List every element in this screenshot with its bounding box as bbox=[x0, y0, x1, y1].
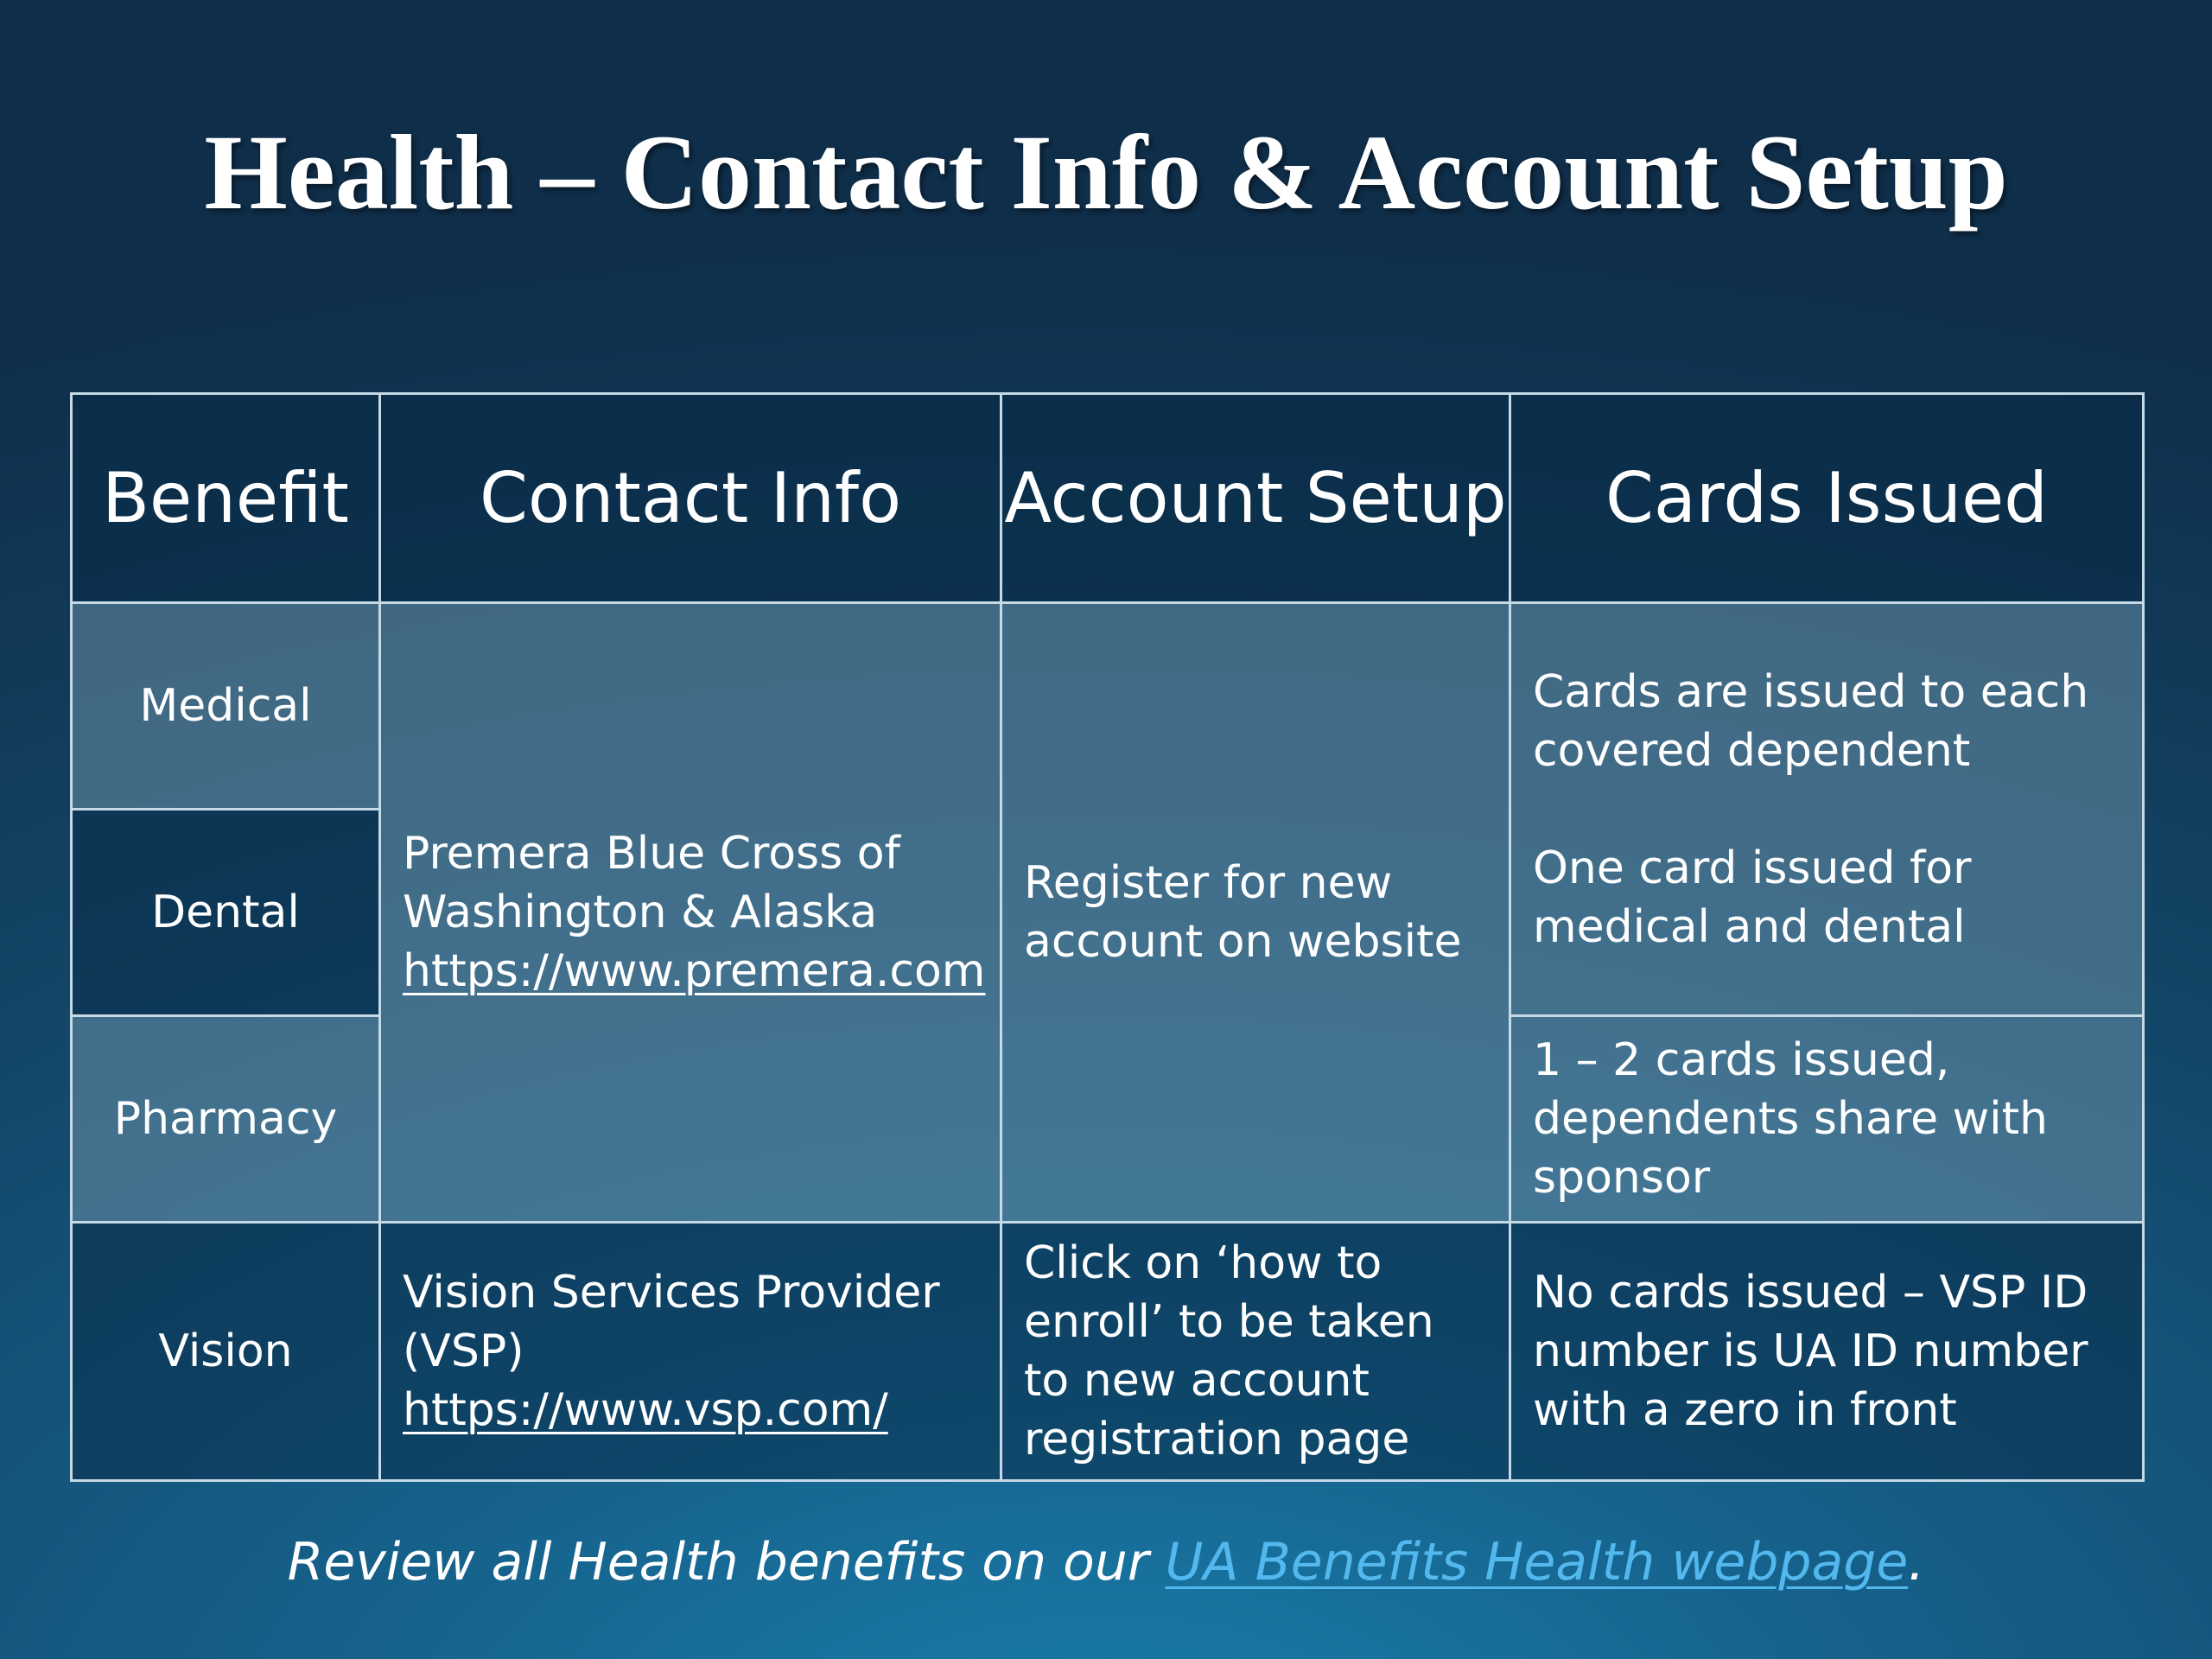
cards-pharmacy: 1 – 2 cards issued, dependents share with sponsor bbox=[1510, 1016, 2144, 1223]
header-account-setup: Account Setup bbox=[1001, 394, 1510, 603]
vision-contact-cell bbox=[380, 1223, 1001, 1481]
premera-cards-medical-dental bbox=[1510, 603, 2144, 1016]
benefits-table bbox=[70, 392, 2145, 1482]
header-row bbox=[72, 394, 2144, 603]
vision-name-line2: (VSP) bbox=[403, 1325, 524, 1377]
premera-name-line1: Premera Blue Cross of bbox=[403, 828, 900, 880]
slide-title: Health – Contact Info & Account Setup bbox=[204, 113, 2008, 232]
benefit-vision: Vision bbox=[72, 1223, 380, 1481]
header-benefit: Benefit bbox=[72, 394, 380, 603]
table-row-medical bbox=[72, 603, 2144, 810]
premera-name-line2: Washington & Alaska bbox=[403, 887, 878, 938]
vision-cards: No cards issued – VSP ID number is UA ID number with a zero in front bbox=[1510, 1223, 2144, 1481]
premera-contact-cell bbox=[380, 603, 1001, 1223]
premera-account-setup: Register for new account on website bbox=[1001, 603, 1510, 1223]
header-contact-info: Contact Info bbox=[380, 394, 1001, 603]
vision-account-setup: Click on ‘how to enroll’ to be taken to new account registration page bbox=[1001, 1223, 1510, 1481]
premera-website-link[interactable]: https://www.premera.com bbox=[403, 945, 986, 997]
table-row-vision bbox=[72, 1223, 2144, 1481]
ua-benefits-health-link[interactable]: UA Benefits Health webpage bbox=[1165, 1532, 1909, 1592]
footer-note bbox=[0, 1528, 2212, 1597]
benefit-pharmacy: Pharmacy bbox=[72, 1016, 380, 1223]
cards-dental-text: One card issued for medical and dental bbox=[1533, 842, 1972, 953]
header-cards-issued: Cards Issued bbox=[1510, 394, 2144, 603]
vsp-website-link[interactable]: https://www.vsp.com/ bbox=[403, 1384, 888, 1436]
benefit-dental: Dental bbox=[72, 810, 380, 1016]
cards-medical-text: Cards are issued to each covered dependent bbox=[1533, 665, 2089, 777]
vision-name-line1: Vision Services Provider bbox=[403, 1267, 940, 1319]
footer-prefix: Review all Health benefits on our bbox=[287, 1532, 1166, 1592]
footer-suffix: . bbox=[1908, 1532, 1925, 1592]
benefit-medical: Medical bbox=[72, 603, 380, 810]
